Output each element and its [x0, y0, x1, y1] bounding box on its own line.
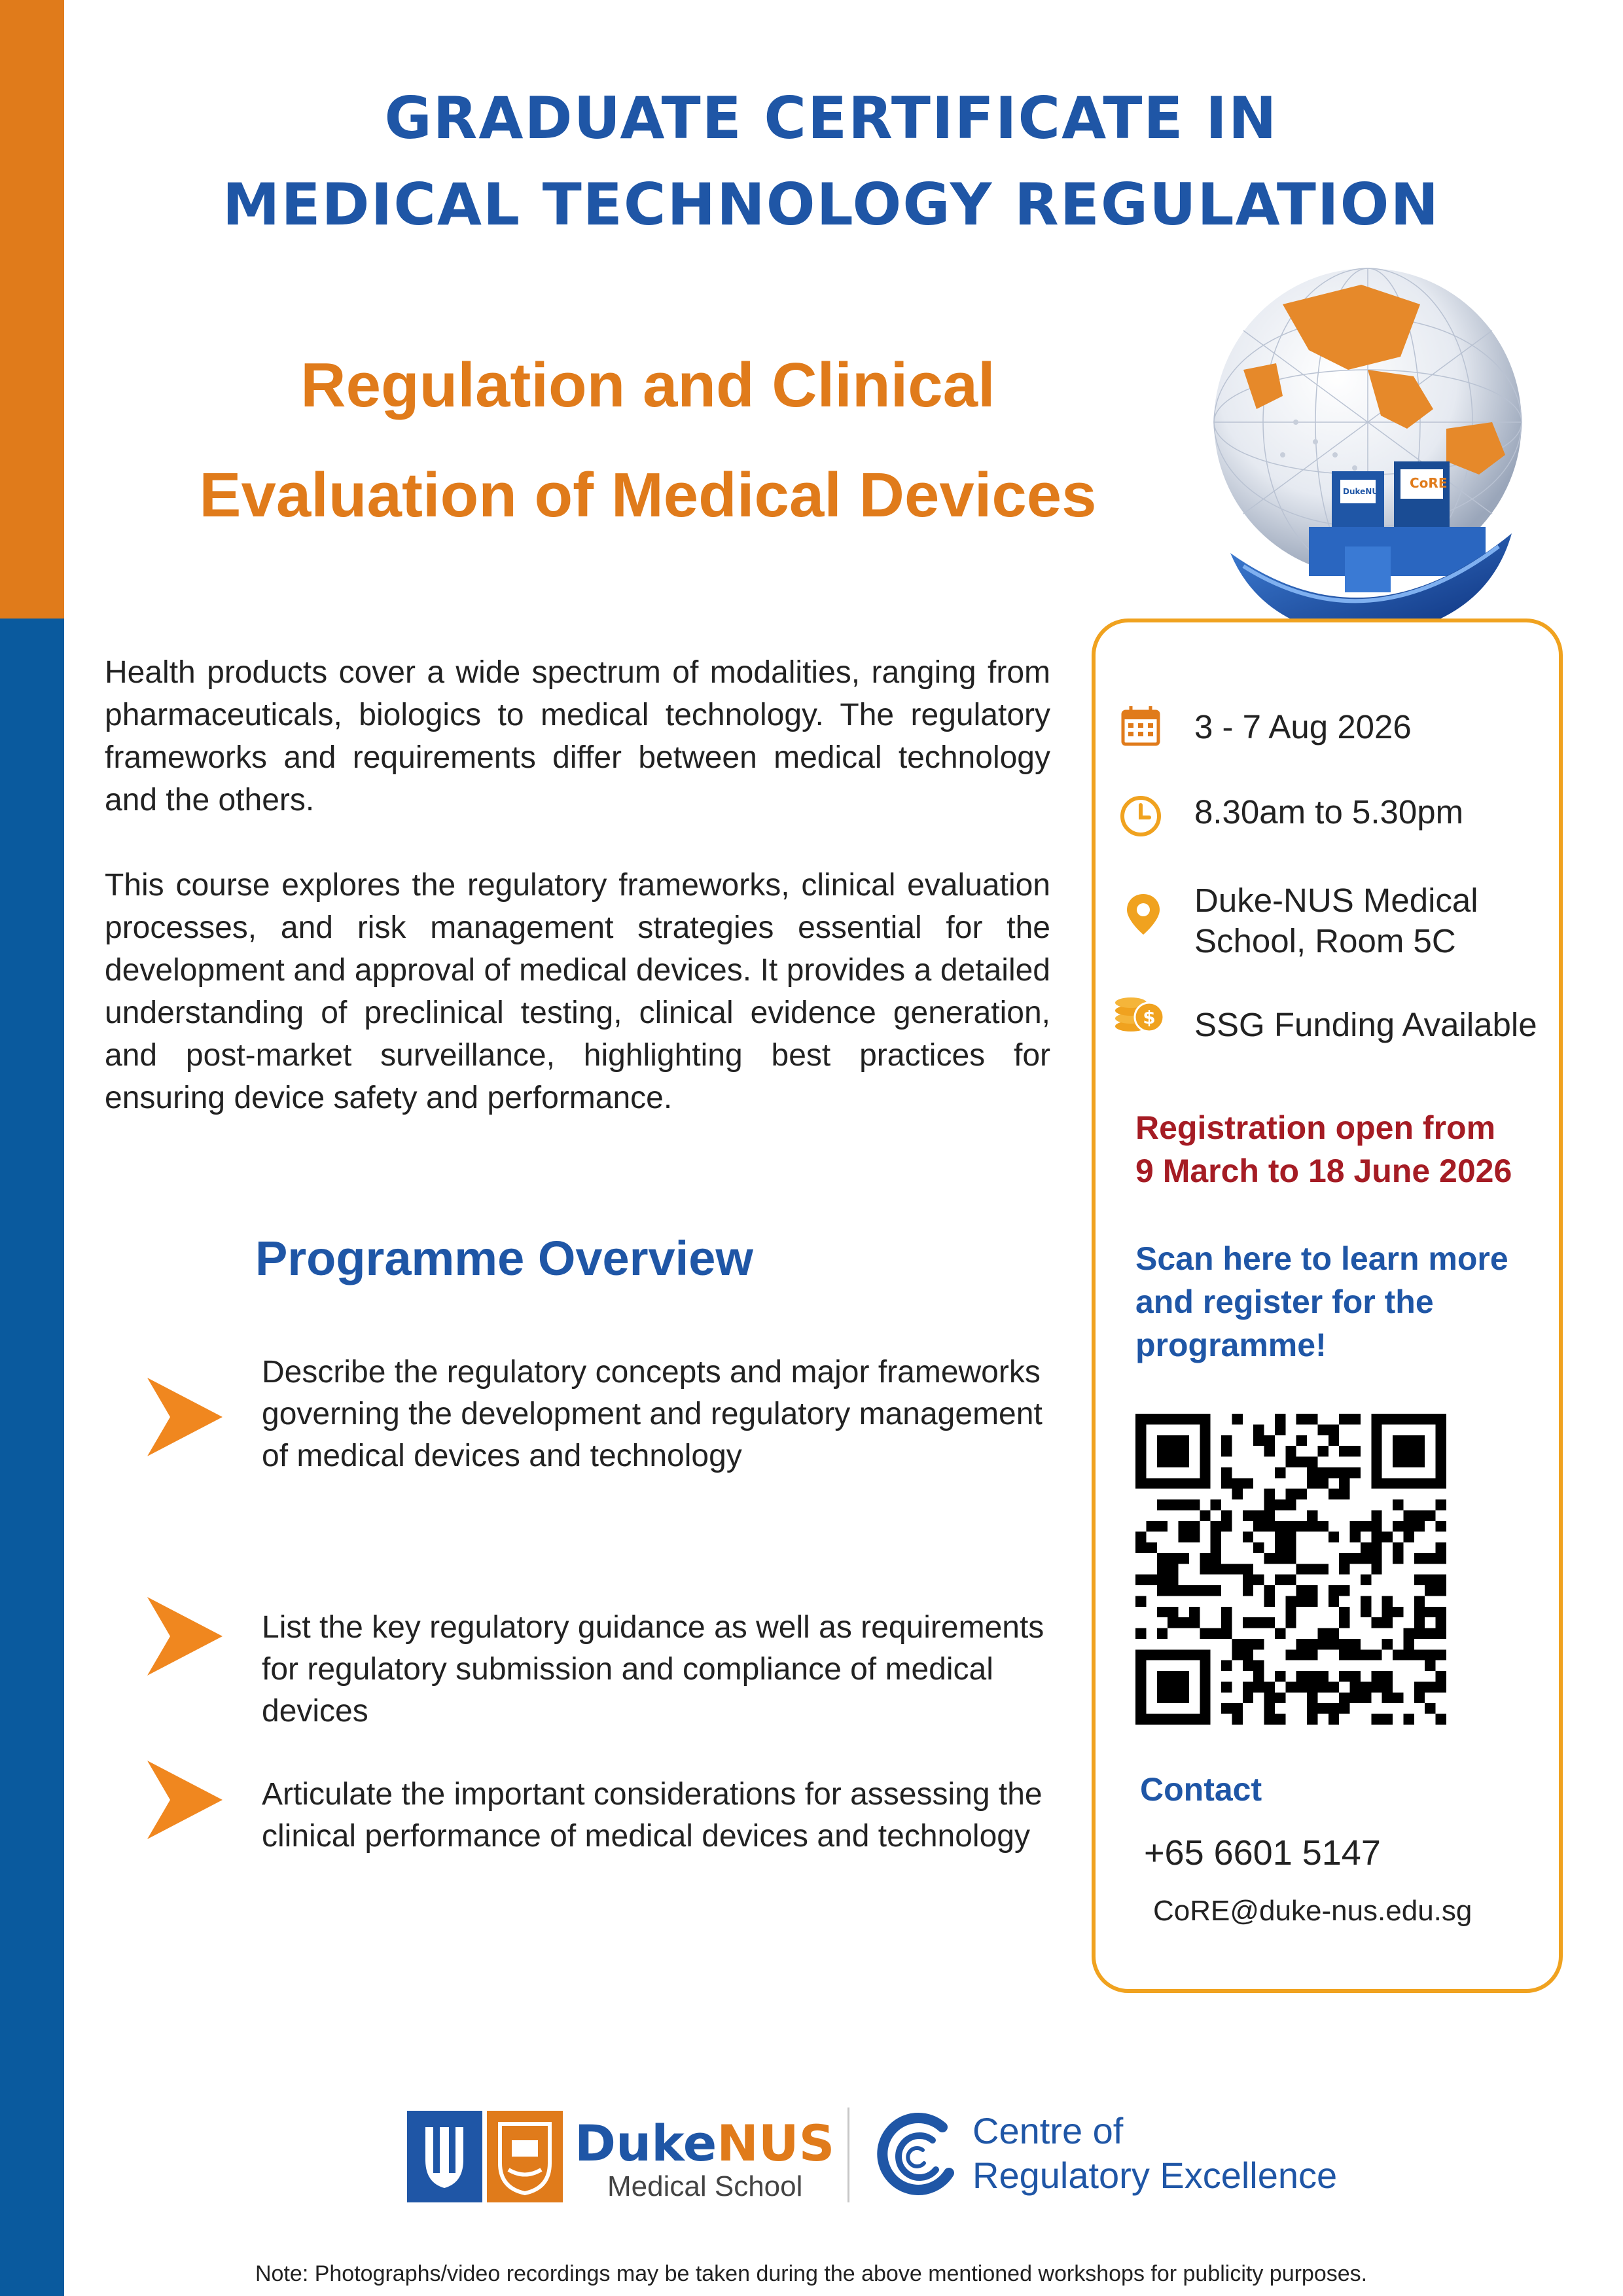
- scan-line-3: programme!: [1135, 1327, 1327, 1363]
- subtitle-line-1: Regulation and Clinical: [300, 350, 995, 420]
- core-wordmark: [972, 2109, 1337, 2198]
- overview-item-3: Articulate the important considerations for assessing the clinical performance of medical devices and technology: [262, 1777, 1043, 1854]
- title-line-2: MEDICAL TECHNOLOGY REGULATION: [222, 171, 1440, 238]
- registration-period: [1135, 1106, 1512, 1193]
- overview-item-2: List the key regulatory guidance as well as requirements for regulatory submission and compliance of medical devices: [262, 1610, 1044, 1729]
- core-line-2: Regulatory Excellence: [972, 2155, 1338, 2196]
- course-time: 8.30am to 5.30pm: [1194, 793, 1464, 831]
- arrow-bullet-icon: [141, 1757, 226, 1842]
- duke-wordmark: Duke: [575, 2114, 717, 2172]
- venue-line-1: Duke-NUS Medical: [1194, 882, 1478, 919]
- course-date: 3 - 7 Aug 2026: [1194, 708, 1412, 745]
- medical-school-label: Medical School: [607, 2170, 803, 2202]
- coins-dollar-icon: [1113, 987, 1166, 1041]
- page-title: [105, 75, 1558, 248]
- globe-badge-duke: DukeNUS: [1343, 487, 1384, 496]
- scan-line-2: and register for the: [1135, 1283, 1434, 1320]
- duke-nus-logo-icon: [407, 2111, 563, 2202]
- overview-heading: Programme Overview: [255, 1231, 753, 1285]
- left-accent-bar-blue: [0, 619, 64, 2296]
- title-line-1: GRADUATE CERTIFICATE IN: [384, 84, 1278, 152]
- core-line-1: Centre of: [972, 2110, 1124, 2151]
- duke-nus-wordmark: [575, 2115, 834, 2172]
- contact-phone[interactable]: +65 6601 5147: [1144, 1833, 1381, 1873]
- core-logo-icon: [870, 2108, 969, 2206]
- qr-code[interactable]: [1135, 1414, 1446, 1725]
- registration-line-1: Registration open from: [1135, 1109, 1496, 1146]
- registration-line-2: 9 March to 18 June 2026: [1135, 1153, 1512, 1189]
- course-title: [98, 331, 1198, 550]
- scan-prompt: [1135, 1237, 1508, 1367]
- subtitle-line-2: Evaluation of Medical Devices: [199, 460, 1097, 530]
- location-pin-icon: [1120, 891, 1166, 937]
- globe-illustration: [1204, 259, 1531, 664]
- globe-badge-core: CoRE: [1410, 475, 1448, 491]
- arrow-bullet-icon: [141, 1374, 226, 1460]
- intro-paragraph-1: Health products cover a wide spectrum of modalities, ranging from pharmaceuticals, biologics to medical technology. The regulatory frameworks and requirements differ between medical technology and the others.: [105, 655, 1050, 817]
- nus-wordmark: NUS: [717, 2114, 835, 2172]
- scan-line-1: Scan here to learn more: [1135, 1240, 1508, 1277]
- overview-item-1: Describe the regulatory concepts and major frameworks governing the development and regulatory management of medical devices and technology: [262, 1355, 1043, 1473]
- calendar-icon: [1118, 704, 1164, 749]
- clock-icon: [1118, 793, 1164, 839]
- arrow-bullet-icon: [141, 1594, 226, 1679]
- course-venue: [1194, 880, 1478, 961]
- footer-note: Note: Photographs/video recordings may be taken during the above mentioned workshops for publicity purposes.: [255, 2261, 1368, 2286]
- contact-heading: Contact: [1140, 1771, 1262, 1808]
- left-accent-bar-orange: [0, 0, 64, 619]
- logo-divider: [847, 2108, 849, 2202]
- venue-line-2: School, Room 5C: [1194, 922, 1456, 960]
- intro-paragraph-2: This course explores the regulatory frameworks, clinical evaluation processes, and risk management strategies essential for the development and approval of medical devices. It provides a detailed understanding of preclinical testing, clinical evidence generation, and post-market surveillance, highlighting best practices for ensuring device safety and performance.: [105, 868, 1050, 1115]
- funding-info: SSG Funding Available: [1194, 1006, 1537, 1043]
- contact-email[interactable]: CoRE@duke-nus.edu.sg: [1153, 1895, 1472, 1927]
- svg-text:$: $: [1143, 1007, 1156, 1028]
